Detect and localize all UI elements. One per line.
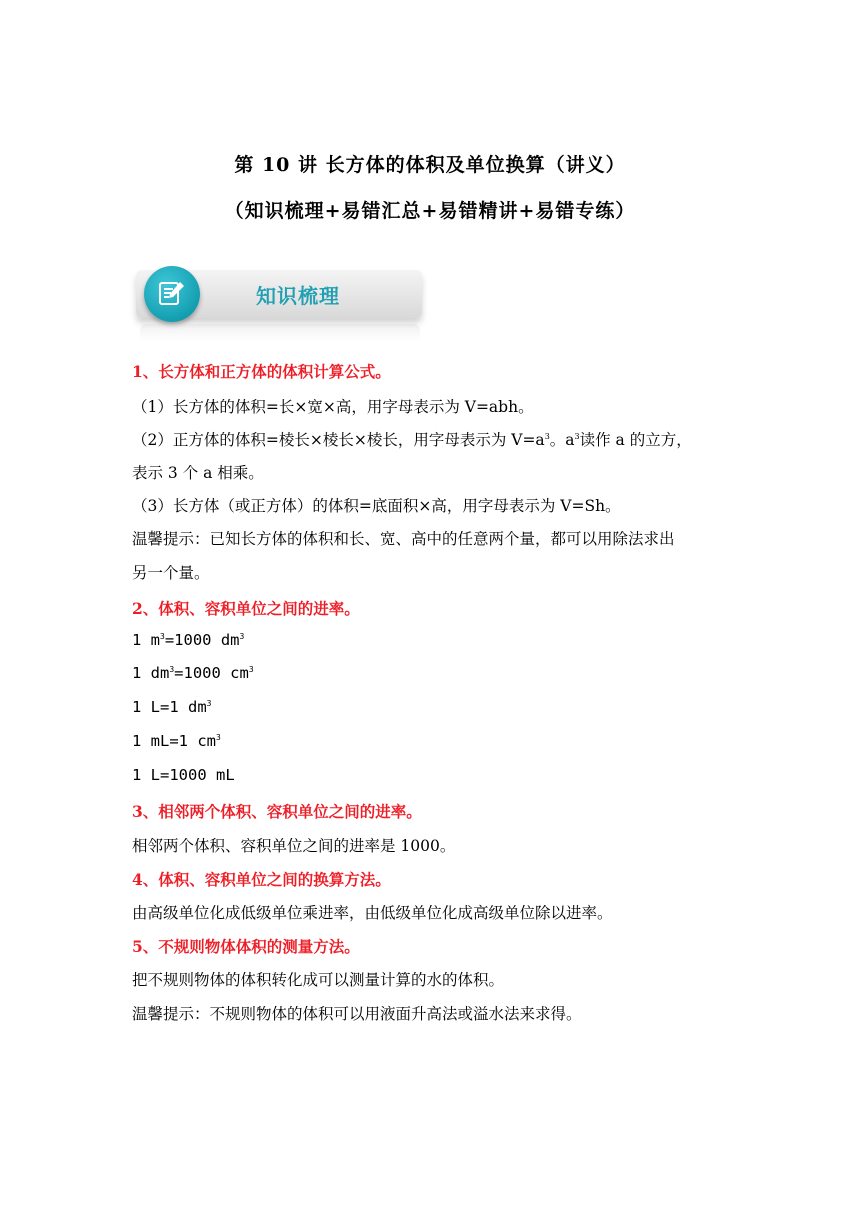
formula-cube-text-2: 。a	[549, 431, 575, 449]
section-3-text: 相邻两个体积、容积单位之间的进率是 1000。	[132, 837, 456, 855]
section-1-heading: 1、长方体和正方体的体积计算公式。	[132, 362, 391, 381]
page-title: 第 10 讲 长方体的体积及单位换算（讲义）	[234, 154, 626, 176]
section-5-heading: 5、不规则物体体积的测量方法。	[132, 937, 360, 956]
rate-text: 1 L=1 dm	[132, 698, 207, 716]
rate-text: 1 dm	[132, 664, 170, 682]
rate-l-ml: 1 L=1000 mL	[132, 766, 235, 784]
superscript: 3	[544, 432, 550, 441]
tip-1: 温馨提示：已知长方体的体积和长、宽、高中的任意两个量，都可以用除法求出	[132, 530, 675, 548]
rate-text: 1 m	[132, 631, 160, 649]
rate-ml-cm3	[132, 732, 221, 750]
section-4-text: 由高级单位化成低级单位乘进率，由低级单位化成高级单位除以进率。	[132, 904, 613, 922]
superscript: 3	[206, 699, 212, 708]
superscript: 3	[239, 632, 245, 641]
rate-dm3-cm3	[132, 664, 254, 682]
section-3-heading: 3、相邻两个体积、容积单位之间的进率。	[132, 802, 422, 821]
section-banner	[136, 268, 422, 320]
superscript: 3	[248, 665, 254, 674]
superscript: 3	[160, 632, 165, 641]
formula-base-height: （3）长方体（或正方体）的体积=底面积×高，用字母表示为 V=Sh。	[132, 497, 621, 515]
tip-2: 温馨提示：不规则物体的体积可以用液面升高法或溢水法来求得。	[132, 1005, 582, 1023]
banner-reflection	[140, 324, 420, 342]
formula-cuboid: （1）长方体的体积=长×宽×高，用字母表示为 V=abh。	[132, 398, 534, 416]
rate-text: =1000 cm	[174, 664, 249, 682]
banner-label: 知识梳理	[256, 284, 340, 308]
superscript: 3	[574, 432, 580, 441]
formula-cube-text-3: 读作 a 的立方，	[579, 431, 692, 449]
formula-cube	[132, 428, 692, 450]
rate-m3-dm3	[132, 631, 244, 649]
tip-1-cont: 另一个量。	[132, 564, 210, 582]
rate-text: 1 mL=1 cm	[132, 732, 216, 750]
page-subtitle: （知识梳理+易错汇总+易错精讲+易错专练）	[224, 200, 636, 222]
formula-cube-cont: 表示 3 个 a 相乘。	[132, 464, 264, 482]
superscript: 3	[216, 733, 221, 742]
section-4-heading: 4、体积、容积单位之间的换算方法。	[132, 870, 391, 889]
section-5-text: 把不规则物体的体积转化成可以测量计算的水的体积。	[132, 971, 505, 989]
rate-l-dm3	[132, 698, 211, 716]
section-2-heading: 2、体积、容积单位之间的进率。	[132, 599, 360, 618]
superscript: 3	[169, 665, 175, 674]
rate-text: =1000 dm	[164, 631, 240, 649]
formula-cube-text: （2）正方体的体积=棱长×棱长×棱长，用字母表示为 V=a	[132, 431, 545, 449]
pencil-notepad-icon	[144, 266, 200, 322]
